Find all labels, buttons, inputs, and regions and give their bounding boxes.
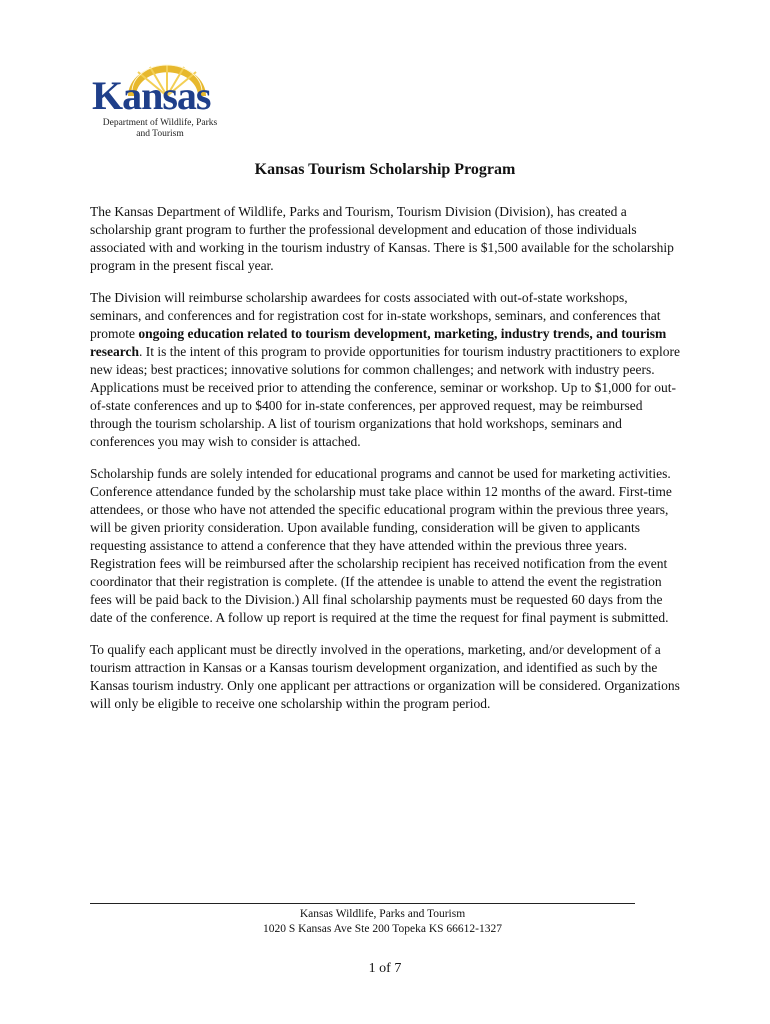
- paragraph-2-text-after: . It is the intent of this program to provide opportunities for tourism industry practitioners to explore new ideas; best practices; innovative solutions for common challenges; and network with industry peers. Applications must be received prior to attending the conference, seminar or workshop. Up to $1,000 for out-of-state conferences and up to $400 for in-state conferences, per approved request, may be reimbursed through the tourism scholarship. A list of tourism organizations that hold workshops, seminars and conferences you may wish to consider is attached.: [90, 344, 681, 449]
- logo-subtitle-line1: Department of Wildlife, Parks: [102, 118, 218, 128]
- paragraph-4: [90, 641, 680, 713]
- logo-wordmark: Kansas: [92, 73, 211, 118]
- footer-line-1: Kansas Wildlife, Parks and Tourism: [299, 908, 466, 920]
- paragraph-2-text: The Division will reimburse scholarship awardees for costs associated with out-of-state workshops, seminars, and conferences and for registration cost for in-state workshops, seminars, and conferences that promote: [90, 290, 661, 341]
- footer-line-2: 1020 S Kansas Ave Ste 200 Topeka KS 66612-1327: [263, 923, 502, 935]
- logo-subtitle-line2: and Tourism: [136, 129, 184, 139]
- paragraph-1-text: The Kansas Department of Wildlife, Parks and Tourism, Tourism Division (Division), has created a scholarship grant program to further the professional development and education of those individuals associated with and working in the tourism industry of Kansas. There is $1,500 available for the scholarship program in the present fiscal year.: [90, 204, 674, 273]
- kansas-logo: [88, 62, 218, 142]
- footer-address: [90, 907, 675, 937]
- paragraph-2-bold-text: ongoing education related to tourism development, marketing, industry trends, and tourism research: [90, 326, 667, 359]
- paragraph-3-text: Scholarship funds are solely intended for educational programs and cannot be used for marketing activities. Conference attendance funded by the scholarship must take place within 12 months of the award. First-time attendees, or those who have not attended the specific educational program within the previous three years, will be given priority consideration. Upon available funding, consideration will be given to applicants requesting assistance to attend a conference that they have attended within the previous three years. Registration fees will be reimbursed after the scholarship recipient has received notification from the event coordinator that their registration is complete. (If the attendee is unable to attend the event the registration fees will be paid back to the Division.) All final scholarship payments must be requested 60 days from the date of the conference. A follow up report is required at the time the request for final payment is submitted.: [90, 466, 672, 625]
- document-body: [90, 203, 680, 727]
- footer-divider: [90, 903, 635, 904]
- document-title: Kansas Tourism Scholarship Program: [254, 161, 516, 178]
- page-number: 1 of 7: [368, 961, 402, 976]
- paragraph-3: [90, 465, 680, 627]
- paragraph-1: [90, 203, 680, 275]
- paragraph-4-text: To qualify each applicant must be directly involved in the operations, marketing, and/or development of a tourism attraction in Kansas or a Kansas tourism development organization, and identified as such by the Kansas tourism industry. Only one applicant per attractions or organization will be considered. Organizations will only be eligible to receive one scholarship within the program period.: [90, 642, 680, 711]
- paragraph-2: [90, 289, 680, 451]
- logo-subtitle: [90, 118, 230, 140]
